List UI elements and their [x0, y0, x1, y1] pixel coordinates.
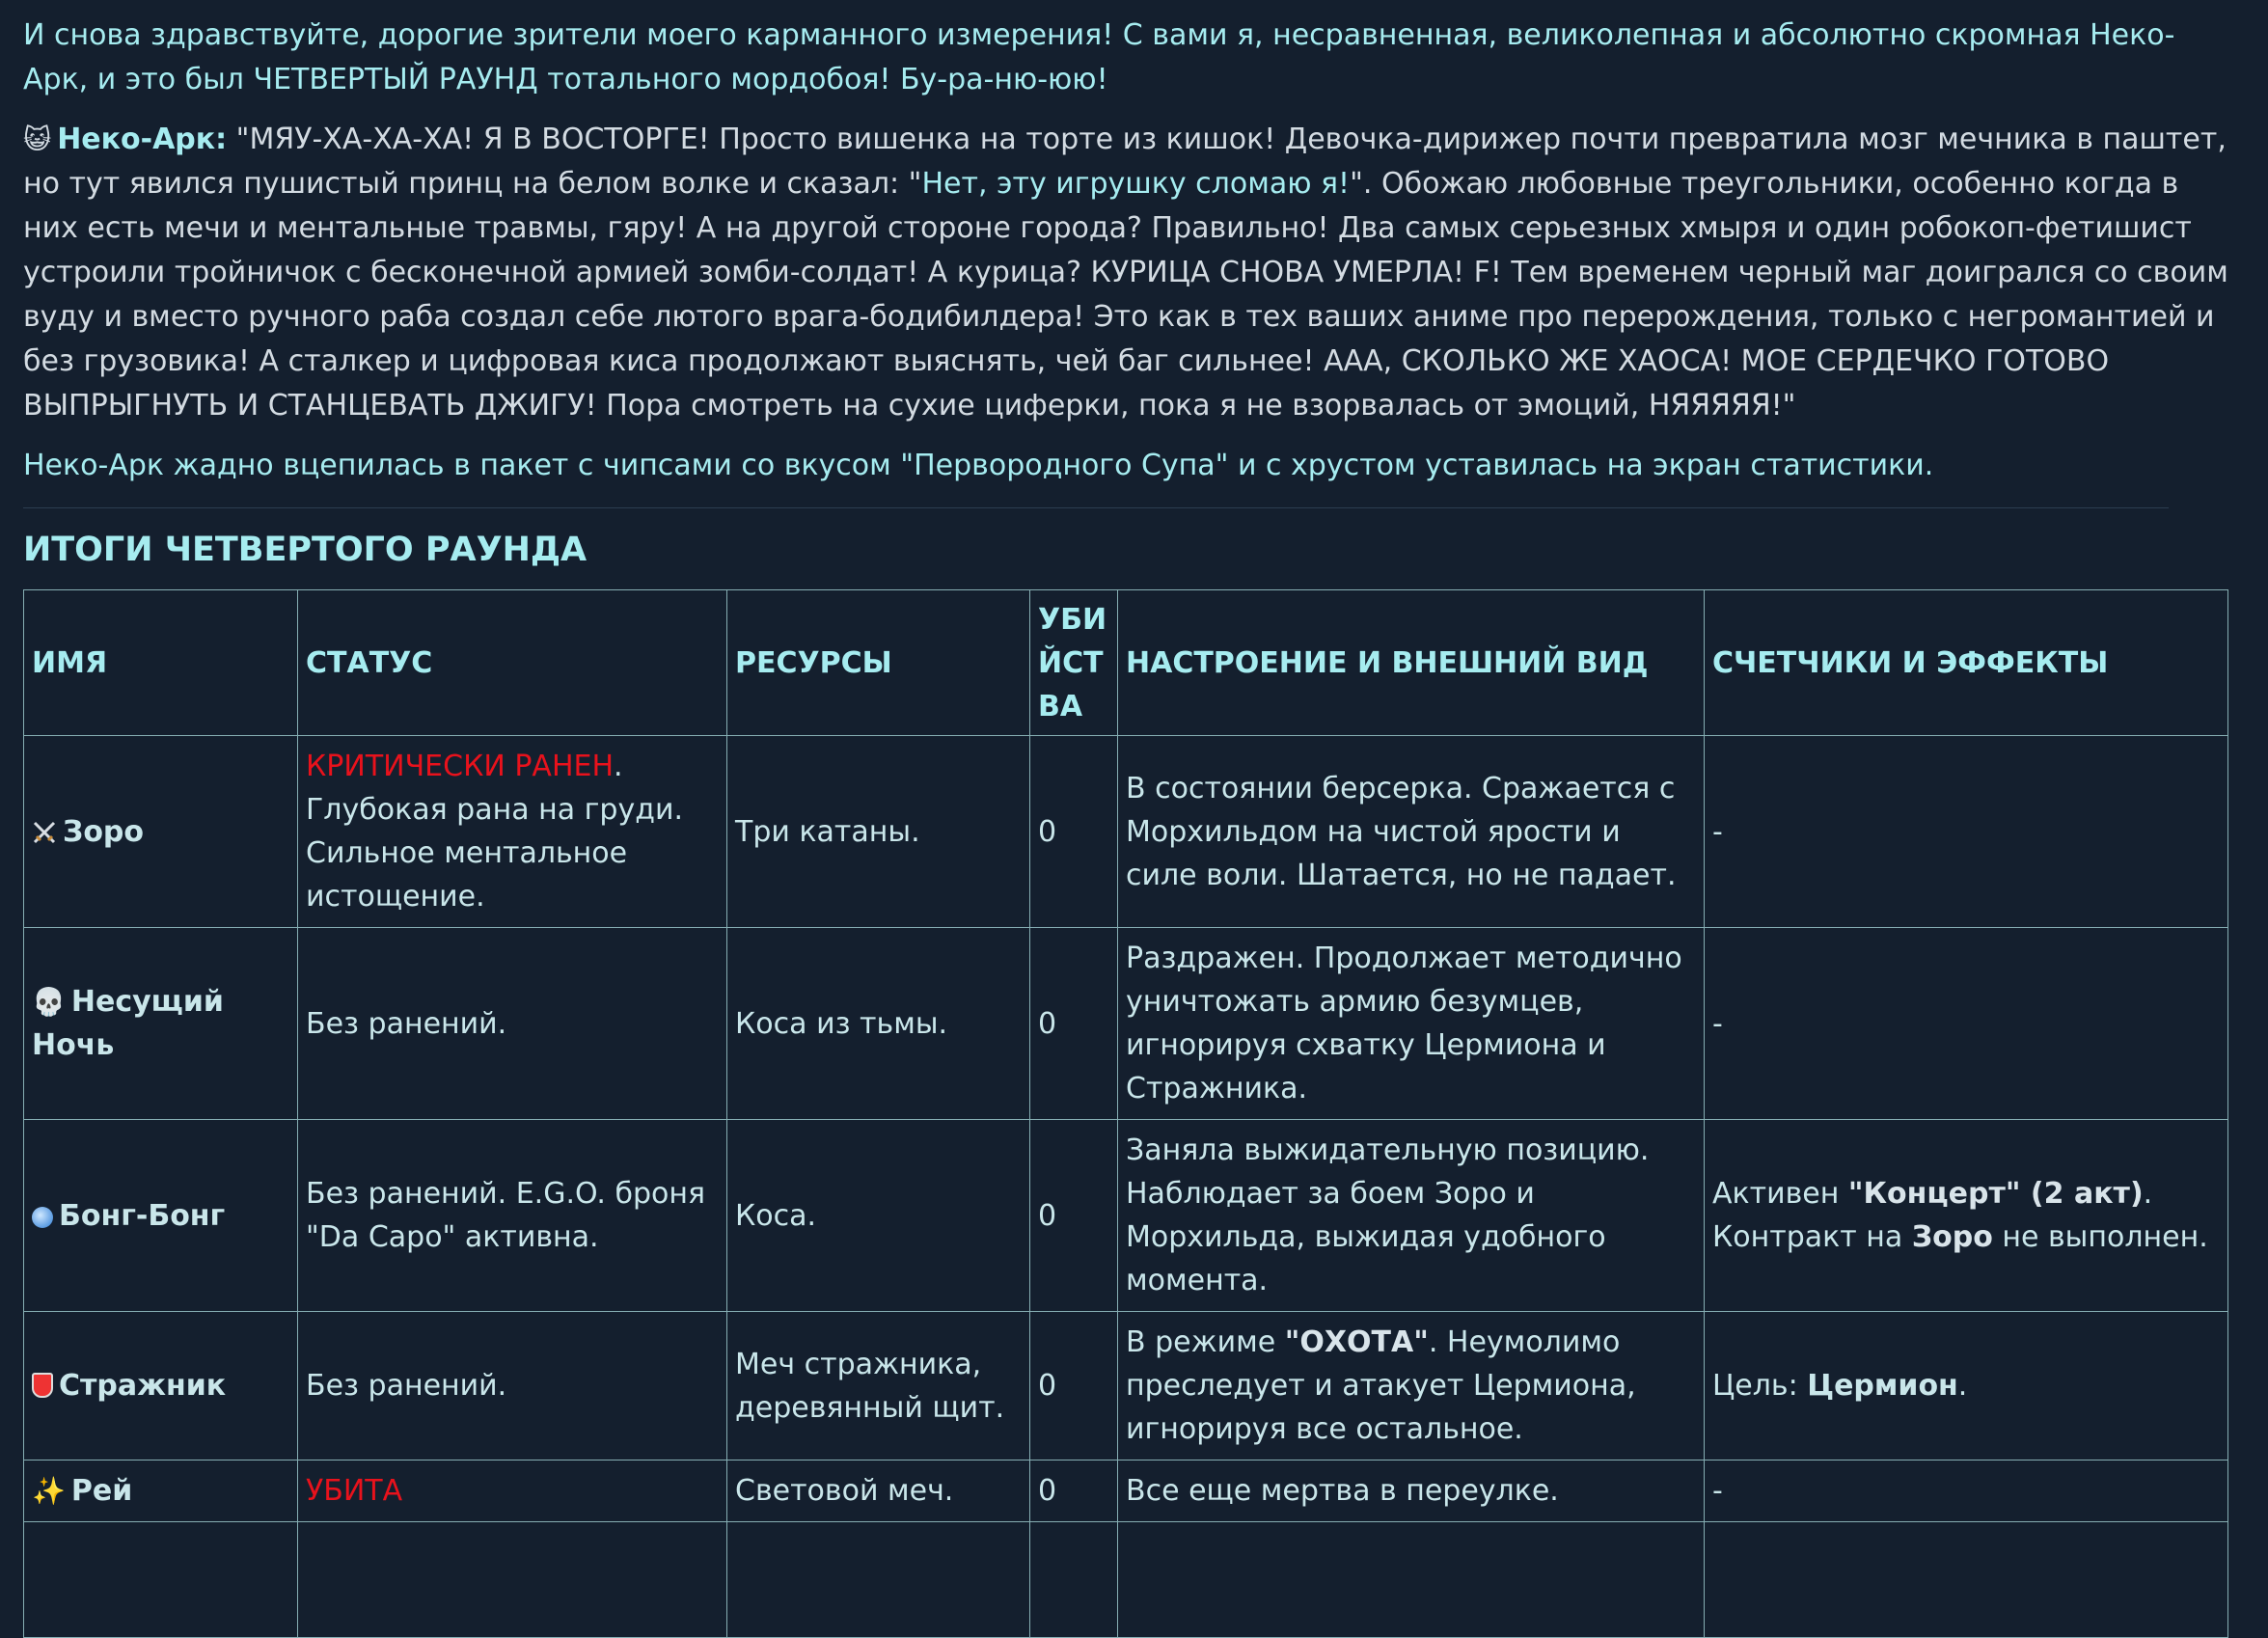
- cell-name: [24, 1120, 298, 1312]
- cell-name: [24, 1312, 298, 1461]
- mood-highlight: "ОХОТА": [1284, 1325, 1429, 1359]
- cell-kills: [1030, 1522, 1118, 1638]
- header-kills: УБИЙСТВА: [1030, 590, 1118, 736]
- cell-name: [24, 1461, 298, 1522]
- table-row: [24, 1522, 2228, 1638]
- row-name: Зоро: [63, 814, 145, 849]
- cell-resources: Коса.: [727, 1120, 1030, 1312]
- cell-kills: 0: [1030, 1312, 1118, 1461]
- speech-text-part2: ". Обожаю любовные треугольники, особенно когда в них есть мечи и ментальные травмы, гяру! А на другой стороне города? Правильно! Два самых серьезных хмыря и один робокоп-фетишист устроили тройничок с бесконечной армией зомби-солдат! А курица? КУРИЦА СНОВА УМЕРЛА! F! Тем временем черный маг доигрался со своим вуду и вместо ручного раба создал себе лютого врага-бодибилдера! Это как в тех ваших аниме про перерождения, только с негромантией и без грузовика! А сталкер и цифровая киса продолжают выяснять, чей баг сильнее! ААА, СКОЛЬКО ЖЕ ХАОСА! МОЕ СЕРДЕЧКО ГОТОВО ВЫПРЫГНУТЬ И СТАНЦЕВАТЬ ДЖИГУ! Пора смотреть на сухие циферки, пока я не взорвалась от эмоций, НЯЯЯЯЯ!": [23, 167, 2228, 423]
- cell-name: [24, 928, 298, 1120]
- section-heading: ИТОГИ ЧЕТВЕРТОГО РАУНДА: [23, 531, 587, 569]
- header-effects: СЧЕТЧИКИ И ЭФФЕКТЫ: [1705, 590, 2228, 736]
- effects-highlight: "Концерт" (2 акт): [1847, 1177, 2144, 1211]
- cell-resources: Коса из тьмы.: [727, 928, 1030, 1120]
- cell-effects: [1705, 1312, 2228, 1461]
- mood-text: . Неумолимо преследует и атакует Цермиона, игнорируя все остальное.: [1126, 1325, 1636, 1446]
- skull-icon: 💀: [32, 986, 66, 1018]
- cell-mood: [1118, 1312, 1705, 1461]
- chat-message: [23, 14, 2232, 1638]
- cell-kills: 0: [1030, 928, 1118, 1120]
- cell-effects: -: [1705, 736, 2228, 928]
- table-row: [24, 1120, 2228, 1312]
- cell-status: Без ранений. E.G.O. броня "Da Capo" активна.: [298, 1120, 727, 1312]
- cell-status: Без ранений.: [298, 1312, 727, 1461]
- cell-mood: Заняла выжидательную позицию. Наблюдает за боем Зоро и Морхильда, выжидая удобного момента.: [1118, 1120, 1705, 1312]
- table-row: [24, 736, 2228, 928]
- cell-effects: [1705, 1522, 2228, 1638]
- row-name: Бонг-Бонг: [59, 1198, 226, 1233]
- row-name: Рей: [70, 1474, 133, 1508]
- cell-effects: [1705, 1120, 2228, 1312]
- cell-mood: [1118, 1522, 1705, 1638]
- cell-status: [298, 1522, 727, 1638]
- cell-name: [24, 736, 298, 928]
- cell-mood: Все еще мертва в переулке.: [1118, 1461, 1705, 1522]
- cell-resources: Три катаны.: [727, 736, 1030, 928]
- cell-status: [298, 736, 727, 928]
- row-name: Несущий Ночь: [32, 985, 224, 1062]
- shield-icon: [32, 1373, 53, 1398]
- table-header-row: [24, 590, 2228, 736]
- table-row: [24, 1461, 2228, 1522]
- status-text: . Глубокая рана на груди. Сильное ментальное истощение.: [306, 750, 683, 914]
- effects-text: Цель:: [1712, 1369, 1808, 1403]
- row-name: Стражник: [59, 1369, 227, 1403]
- cell-status: [298, 1461, 727, 1522]
- effects-highlight: Зоро: [1911, 1220, 1993, 1254]
- status-dead: УБИТА: [306, 1474, 403, 1508]
- cell-resources: Световой меч.: [727, 1461, 1030, 1522]
- action-paragraph: Неко-Арк жадно вцепилась в пакет с чипсами со вкусом "Первородного Супа" и с хрустом уставилась на экран статистики.: [23, 449, 1934, 482]
- header-mood: НАСТРОЕНИЕ И ВНЕШНИЙ ВИД: [1118, 590, 1705, 736]
- speech-quote: Нет, эту игрушку сломаю я!: [921, 167, 1351, 201]
- sparkles-icon: ✨: [32, 1475, 66, 1507]
- blue-orb-icon: [32, 1207, 53, 1228]
- effects-text: Активен: [1712, 1177, 1848, 1211]
- header-resources: РЕСУРСЫ: [727, 590, 1030, 736]
- cell-resources: Меч стражника, деревянный щит.: [727, 1312, 1030, 1461]
- effects-text: .: [1957, 1369, 1968, 1403]
- intro-paragraph: И снова здравствуйте, дорогие зрители моего карманного измерения! С вами я, несравненная, великолепная и абсолютно скромная Неко-Арк, и это был ЧЕТВЕРТЫЙ РАУНД тотального мордобоя! Бу-ра-ню-юю!: [23, 18, 2175, 96]
- cell-effects: -: [1705, 928, 2228, 1120]
- cell-kills: 0: [1030, 1120, 1118, 1312]
- speaker-name: Неко-Арк:: [57, 123, 228, 156]
- cell-mood: Раздражен. Продолжает методично уничтожать армию безумцев, игнорируя схватку Цермиона и Стражника.: [1118, 928, 1705, 1120]
- cell-name: [24, 1522, 298, 1638]
- table-row: [24, 928, 2228, 1120]
- cell-effects: -: [1705, 1461, 2228, 1522]
- crossed-swords-icon: [32, 820, 57, 845]
- divider: [23, 507, 2169, 508]
- cell-kills: 0: [1030, 736, 1118, 928]
- header-name: ИМЯ: [24, 590, 298, 736]
- status-critical: КРИТИЧЕСКИ РАНЕН: [306, 750, 615, 783]
- effects-text: не выполнен.: [1992, 1220, 2208, 1254]
- header-status: СТАТУС: [298, 590, 727, 736]
- effects-highlight: Цермион: [1807, 1369, 1958, 1403]
- cat-face-icon: 😺: [23, 123, 52, 155]
- table-row: [24, 1312, 2228, 1461]
- speech-text-part1: "МЯУ-ХА-ХА-ХА! Я В ВОСТОРГЕ! Просто вишенка на торте из кишок! Девочка-дирижер почти превратила мозг мечника в паштет, но тут явился пушистый принц на белом волке и сказал: ": [23, 123, 2227, 201]
- mood-text: В режиме: [1126, 1325, 1285, 1359]
- effects-text: . Контракт на: [1712, 1177, 2153, 1254]
- cell-mood: В состоянии берсерка. Сражается с Морхильдом на чистой ярости и силе воли. Шатается, но не падает.: [1118, 736, 1705, 928]
- cell-status: Без ранений.: [298, 928, 727, 1120]
- cell-kills: 0: [1030, 1461, 1118, 1522]
- stats-table: [23, 589, 2228, 1638]
- cell-resources: [727, 1522, 1030, 1638]
- speech-paragraph: [23, 118, 2232, 428]
